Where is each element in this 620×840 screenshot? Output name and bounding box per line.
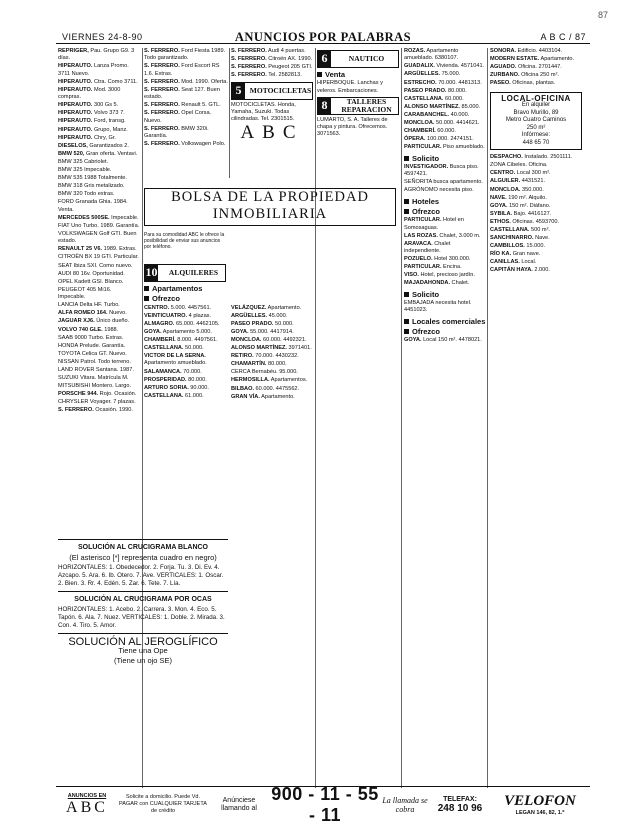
list-item: CANILLAS. Local. bbox=[490, 259, 537, 266]
list-item: FIAT Uno Turbo. 1989. Garantía. bbox=[58, 222, 140, 229]
bullet-square-icon bbox=[404, 156, 409, 161]
list-item: S. FERRERO. Seat 127. Buen estado. bbox=[144, 86, 220, 101]
list-item: VOLKSWAGEN Golf GTI. Buen estado. bbox=[58, 230, 137, 245]
solution-title: SOLUCIÓN AL CRUCIGRAMA BLANCO bbox=[77, 544, 208, 551]
list-item: BMW 535 1988 Totalmente. bbox=[58, 175, 127, 182]
list-item: EMBAJADA necesita hotel. 4451023. bbox=[404, 300, 472, 314]
list-item: LAS ROZAS. Chalet, 3.000 m. bbox=[404, 232, 481, 239]
list-item: LAND ROVER Santana. 1987. bbox=[58, 366, 134, 373]
bullet-square-icon bbox=[404, 199, 409, 204]
column-6 bbox=[490, 48, 582, 782]
footer-telefax bbox=[430, 796, 490, 814]
solution-answer: (Tiene un ojo SE) bbox=[113, 656, 173, 665]
list-item: CASTELLANA. 60.000. bbox=[404, 95, 464, 102]
list-item: HIPERAUTO. Ctra. Como 3711. bbox=[58, 78, 138, 85]
list-item: S. FERRERO. Ford Escort RS 1.6. Extras. bbox=[144, 63, 220, 77]
list-item: MITSUBISHI Montero. Largo. bbox=[58, 383, 132, 390]
list-item: HIPERAUTO. Chry, Gr. bbox=[58, 134, 116, 141]
local-box-line: 250 m² bbox=[526, 124, 546, 131]
list-item: ALONSO MARTÍNEZ. 85.000. bbox=[404, 103, 481, 110]
list-item: SEÑORITA busca apartamento. bbox=[404, 179, 483, 186]
list-item: PARTICULAR. Piso amueblado. bbox=[404, 144, 485, 151]
list-item: ALFA ROMEO 164. Nuevo. bbox=[58, 310, 127, 317]
list-item: CHAMBERÍ. 8.000. 4497561. bbox=[144, 336, 218, 343]
list-item: ARGÜELLES. 75.000. bbox=[404, 71, 461, 78]
list-item: RETIRO. 70.000. 4430232. bbox=[231, 353, 299, 360]
corner-page-number: 87 bbox=[597, 10, 608, 20]
list-item: VISO. Hotel, precioso jardín. bbox=[404, 272, 475, 279]
list-item: CENTRO. Local 300 m². bbox=[490, 170, 551, 177]
section-alquileres bbox=[144, 264, 226, 282]
list-item: CASTELLANA. 50.000. bbox=[144, 345, 204, 352]
list-item: RENAULT 25 V6. 1989. Extras. bbox=[58, 246, 137, 253]
header-title: ANUNCIOS POR PALABRAS bbox=[234, 30, 412, 44]
list-item: GUADALIX. Vivienda. 4571041. bbox=[404, 63, 485, 70]
page-header bbox=[56, 30, 590, 44]
section-name: NAUTICO bbox=[348, 54, 385, 63]
solution-title: SOLUCIÓN AL CRUCIGRAMA POR OCAS bbox=[74, 596, 212, 603]
local-box-phone: 448 65 70 bbox=[522, 139, 550, 146]
list-item: RÍO KA. Gran nave. bbox=[490, 251, 541, 258]
list-item: VOLVO 740 GLE. 1988. bbox=[58, 326, 119, 333]
section-name: ALQUILERES bbox=[168, 268, 219, 277]
list-item: HIPERAUTO. Ford, transg. bbox=[58, 118, 126, 125]
bullet-square-icon bbox=[144, 296, 149, 301]
subsection-hoteles: Hoteles bbox=[404, 198, 486, 205]
list-item: ALGUILER. 4431521. bbox=[490, 178, 546, 185]
list-item: GRAN VÍA. Apartamento. bbox=[231, 393, 295, 400]
subsection-solicito: Solicito bbox=[404, 155, 486, 162]
list-item: SYBILA. Bajo. 4416127. bbox=[490, 210, 552, 217]
list-item: MONCLOA. 50.000. 4414621. bbox=[404, 120, 480, 127]
list-item: HIPERAUTO. Grupo, Manz. bbox=[58, 126, 128, 133]
list-item: LUMARTO, S. A. Talleres de chapa y pintura. Ofrecemos. 3071563. bbox=[317, 116, 388, 138]
telefax-number: 248 10 96 bbox=[437, 802, 483, 814]
local-box-line: Infórmese: bbox=[521, 132, 551, 139]
column-4 bbox=[317, 48, 399, 278]
column-rule bbox=[401, 48, 402, 788]
section-number: 8 bbox=[318, 98, 331, 114]
list-item: MODERN ESTATE. Apartamento. bbox=[490, 56, 575, 63]
header-page: A B C / 87 bbox=[540, 32, 586, 42]
abc-logo: ABC bbox=[240, 122, 304, 144]
list-item: VEINTICUATRO. 4 plazas. bbox=[144, 312, 212, 319]
list-item: ALONSO MARTÍNEZ. 3971401. bbox=[231, 345, 312, 352]
list-item: HIPERBOQUE. Lanchas y veleros. Embarcaciones. bbox=[317, 80, 383, 94]
solution-subtitle: (El asterisco [*] representa cuadro en negro) bbox=[69, 553, 217, 562]
list-item: MERCEDES 500SE. Impecable. bbox=[58, 214, 139, 221]
local-oficina-box bbox=[490, 92, 582, 151]
list-item: PARTICULAR. Encina. bbox=[404, 264, 462, 271]
column-rule bbox=[487, 48, 488, 788]
alquileres-block bbox=[144, 262, 314, 782]
column-rule bbox=[315, 48, 316, 788]
list-item: TOYOTA Celica GT. Nuevo. bbox=[58, 350, 127, 357]
list-item: CASTELLANA. 500 m². bbox=[490, 227, 550, 234]
list-item: SALAMANCA. 70.000. bbox=[144, 368, 202, 375]
list-item: S. FERRERO. Renault 5. GTL. bbox=[144, 102, 221, 109]
list-item: S. FERRERO. Tel. 2582813. bbox=[231, 72, 302, 79]
section-number: 10 bbox=[145, 265, 158, 280]
list-item: CASTELLANA. 61.000. bbox=[144, 392, 204, 399]
telefax-label: TELEFAX: bbox=[443, 795, 477, 803]
list-item: GOYA. 150 m². Diáfano. bbox=[490, 202, 551, 209]
list-item: PASEO PRADO. 50.000. bbox=[231, 320, 294, 327]
list-item: AGUADO. Oficina. 2701447. bbox=[490, 64, 562, 71]
bullet-square-icon bbox=[404, 209, 409, 214]
list-item: GOYA. Apartamento 5.000. bbox=[144, 328, 212, 335]
list-item: ARGÜELLES. 45.000. bbox=[231, 312, 288, 319]
solution-body: HORIZONTALES: 1. Obedecedor. 2. Forja. Tu. 3. Di. Ev. 4. Azcapo. 5. Ara. 6. Ib. Otero. 7. Ave. VERTICALES: 1. Oscar. 2. Bien. 3. Rr. 4. Edén. 5. Zar. 6. Tete. 7. Lía. bbox=[58, 564, 224, 587]
list-item: S. FERRERO. Peugeot 205 GTI. bbox=[231, 64, 313, 71]
list-item: PARTICULAR. Hotel en Somosaguas. bbox=[404, 217, 464, 231]
list-item: HONDA Prelude. Garantía. bbox=[58, 342, 126, 349]
list-item: DESPACHO. Instalado. 2501111. bbox=[490, 154, 573, 161]
list-item: SUZUKI Vitara. Matrícula M. bbox=[58, 375, 129, 382]
list-item: PEUGEOT 405 Mi16. Impecable. bbox=[58, 286, 112, 301]
subsection-apartamentos: Apartamentos bbox=[144, 285, 314, 292]
section-name: TALLERES REPARACION bbox=[341, 96, 392, 114]
list-item: ALMAGRO. 65.000. 4462105. bbox=[144, 320, 220, 327]
solution-question: Tiene una Ope bbox=[118, 646, 168, 655]
list-item: HIPERAUTO. 300 Gs 5. bbox=[58, 102, 119, 109]
list-item: BMW 320 Todo extras. bbox=[58, 191, 115, 198]
list-item: VELÁZQUEZ. Apartamento. bbox=[231, 304, 302, 311]
list-item: NISSAN Patrol. Todo terreno. bbox=[58, 358, 131, 365]
list-item: GOYA. 55.000. 4417914. bbox=[231, 328, 294, 335]
list-item: SONORA. Edificio. 4403104. bbox=[490, 48, 563, 54]
list-item: MAJADAHONDA. Chalet. bbox=[404, 280, 470, 287]
footer-abc bbox=[56, 793, 118, 817]
local-box-line: Metro Cuatro Caminos bbox=[505, 117, 567, 124]
list-item: PASEO. Oficinas, plantas. bbox=[490, 80, 556, 87]
solution-body: HORIZONTALES: 1. Acebo. 2. Carrera. 3. Mon. 4. Eco. 5. Tapón. 6. Ala. 7. Nuez. VERTICALES: 1. Doble. 2. Mirada. 3. Con. 4. Tiro. 5. Amor. bbox=[58, 606, 225, 629]
list-item: BMW 325 Cabriolet. bbox=[58, 158, 109, 165]
header-date: VIERNES 24-8-90 bbox=[62, 32, 143, 42]
divider bbox=[58, 633, 228, 634]
list-item: REPRIGER, Pau. Grupo G9. 3 días. bbox=[58, 48, 135, 62]
list-item: HERMOSILLA. Apartamentos. bbox=[231, 377, 308, 384]
footer-velofon bbox=[490, 793, 590, 816]
solution-title: SOLUCIÓN AL JEROGLÍFICO bbox=[68, 636, 218, 648]
list-item: BMW 318 Gris metalizado. bbox=[58, 183, 125, 190]
column-rule bbox=[229, 48, 230, 178]
list-item: SEAT Ibiza SXI. Como nuevo. bbox=[58, 262, 133, 269]
footer-text: Solicite a domicilio. Puede Vd. PAGAR con CUALQUIER TARJETA de crédito bbox=[119, 794, 207, 814]
promo-text: Para su comodidad ABC le ofrece la posibilidad de enviar sus anuncios por teléfono. bbox=[144, 232, 225, 250]
column-3 bbox=[231, 48, 313, 178]
local-box-line: En alquiler bbox=[521, 102, 551, 109]
list-item: HIPERAUTO. Volvo 373 7. bbox=[58, 110, 125, 117]
list-item: ZONA Cibeles. Oficina. bbox=[490, 162, 548, 169]
footer-phone-label: Anúnciese llamando al bbox=[221, 796, 257, 812]
bullet-square-icon bbox=[144, 286, 149, 291]
subsection-solicito: Solicito bbox=[404, 291, 486, 298]
divider bbox=[58, 591, 228, 592]
footer-abc-small: ANUNCIOS EN bbox=[67, 792, 107, 799]
list-item: S. FERRERO. Ocasión. 1990. bbox=[58, 407, 133, 414]
list-item: SAAB 9000 Turbo. Extras. bbox=[58, 334, 124, 341]
list-item: CHAMARTÍN. 80.000. bbox=[231, 361, 287, 368]
footer-abc-logo: ABC bbox=[66, 798, 108, 816]
list-item: PROSPERIDAD. 80.000. bbox=[144, 376, 207, 383]
section-motocicletas bbox=[231, 82, 313, 100]
subsection-ofrezco: Ofrezco bbox=[404, 208, 486, 215]
list-item: AUDI 80 16v. Oportunidad. bbox=[58, 270, 125, 277]
list-item: CERCA Bernabéu. 95.000. bbox=[231, 369, 298, 376]
list-item: ETHOS. Oficinas. 4593700. bbox=[490, 218, 560, 225]
list-item: ARTURO SORIA. 90.000. bbox=[144, 384, 209, 391]
list-item: CAPITÁN HAYA. 2.000. bbox=[490, 267, 550, 274]
list-item: PASEO PRADO. 80.000. bbox=[404, 87, 467, 94]
list-item: INVESTIGADOR. Busca piso. 4597421. bbox=[404, 163, 479, 178]
list-item: HIPERAUTO. Lanza Promo. 3711 Nuevo. bbox=[58, 63, 129, 77]
list-item: S. FERRERO. Citroën AX. 1990. bbox=[231, 56, 313, 63]
column-2 bbox=[144, 48, 228, 178]
list-item: ZURBANO. Oficina 250 m². bbox=[490, 72, 560, 79]
column-5 bbox=[404, 48, 486, 782]
list-item: S. FERRERO. Volkswagen Polo. bbox=[144, 141, 226, 148]
list-item: POZUELO. Hotel 300.000. bbox=[404, 256, 471, 263]
bullet-square-icon bbox=[404, 292, 409, 297]
subsection-ofrezco: Ofrezco bbox=[404, 328, 486, 335]
subsection-ofrezco: Ofrezco bbox=[144, 295, 314, 302]
subsection-locales: Locales comerciales bbox=[404, 318, 486, 325]
list-item: MOTOCICLETAS. Honda, Yamaha, Suzuki. Todas cilindradas. Tel. 2301515. bbox=[231, 101, 296, 123]
column-4-list bbox=[317, 262, 399, 782]
list-item: LANCIA Delta HF. Turbo. bbox=[58, 302, 120, 309]
list-item: DIESELOS, Garantizados 2. bbox=[58, 142, 129, 149]
list-item: AGRÓNOMO necesita piso. bbox=[404, 187, 474, 194]
bullet-square-icon bbox=[404, 329, 409, 334]
subsection-venta: Venta bbox=[317, 71, 399, 78]
list-item: GOYA. Local 150 m². 4478021. bbox=[404, 337, 482, 344]
list-item: BMW 520, Gran oferta. Ventavi. bbox=[58, 150, 138, 157]
column-1 bbox=[58, 48, 140, 534]
list-item: S. FERRERO. Opel Corsa. Nuevo. bbox=[144, 110, 212, 124]
list-item: CENTRO. 5.000. 4457561. bbox=[144, 304, 212, 311]
list-item: ESTRECHO. 70.000. 4481313. bbox=[404, 79, 482, 86]
bolsa-title-line2: INMOBILIARIA bbox=[212, 206, 328, 222]
list-item: SANCHINARRO. Nave. bbox=[490, 235, 550, 242]
list-item: CAMBILLOS. 15.000. bbox=[490, 243, 546, 250]
solutions-area bbox=[58, 536, 228, 667]
list-item: BILBAO. 60.000. 4475562. bbox=[231, 385, 300, 392]
footer-banner bbox=[56, 783, 590, 825]
local-box-title: LOCAL-OFICINA bbox=[501, 93, 571, 103]
list-item: MONCLOA. 60.000. 4492321. bbox=[231, 336, 307, 343]
list-item: FORD Granada Ghia. 1984. Venta. bbox=[58, 199, 128, 213]
bullet-square-icon bbox=[317, 72, 322, 77]
section-number: 5 bbox=[232, 83, 245, 99]
footer-cobro: La llamada se cobra bbox=[382, 795, 428, 814]
list-item: CHRYSLER Voyager. 7 plazas. bbox=[58, 399, 136, 406]
list-item: VICTOR DE LA SERNA. Apartamento amueblado. bbox=[144, 353, 207, 367]
list-item: NAVE. 190 m². Alquilo. bbox=[490, 194, 547, 201]
list-item: CHAMBERÍ. 60.000. bbox=[404, 128, 456, 135]
list-item: S. FERRERO. BMW 320i. Garantía. bbox=[144, 125, 209, 140]
list-item: ROZAS. Apartamento amueblado. 6380107. bbox=[404, 48, 459, 62]
list-item: S. FERRERO. Mod. 1990. Oferta. bbox=[144, 78, 228, 85]
list-item: PORSCHE 944. Rojo. Ocasión. bbox=[58, 391, 137, 398]
velofon-logo: VELOFON bbox=[504, 793, 576, 809]
column-rule bbox=[142, 48, 143, 788]
list-item: CARABANCHEL. 40.000. bbox=[404, 111, 470, 118]
list-item: JAGUAR XJ6. Único dueño. bbox=[58, 318, 130, 325]
divider bbox=[58, 539, 228, 540]
list-item: ÓPERA. 100.000. 2474151. bbox=[404, 136, 474, 143]
list-item: OPEL Kadett GSI. Blanco. bbox=[58, 278, 124, 285]
list-item: MONCLOA. 350.000. bbox=[490, 186, 544, 193]
velofon-address: LEGAN 146, 82, 1.º bbox=[515, 810, 565, 816]
footer-phone: 900 - 11 - 55 - 11 bbox=[271, 783, 379, 825]
bullet-square-icon bbox=[404, 319, 409, 324]
section-number: 6 bbox=[318, 51, 331, 67]
list-item: CITROËN BX 19 GTI. Particular. bbox=[58, 254, 139, 261]
local-box-line: Bravo Murillo, 89 bbox=[513, 109, 559, 116]
section-talleres bbox=[317, 97, 399, 115]
list-item: ARAVACA. Chalet independiente. bbox=[404, 240, 451, 255]
list-item: HIPERAUTO. Mod. 3000 compras. bbox=[58, 86, 121, 101]
list-item: S. FERRERO. Audi 4 puertas. bbox=[231, 48, 306, 54]
bolsa-title-line1: BOLSA DE LA PROPIEDAD bbox=[171, 189, 369, 205]
list-item: BMW 325 Impecable. bbox=[58, 167, 112, 174]
section-nautico bbox=[317, 50, 399, 68]
section-name: MOTOCICLETAS bbox=[249, 85, 312, 95]
list-item: S. FERRERO. Ford Fiesta 1989. Todo garantizado. bbox=[144, 48, 226, 62]
